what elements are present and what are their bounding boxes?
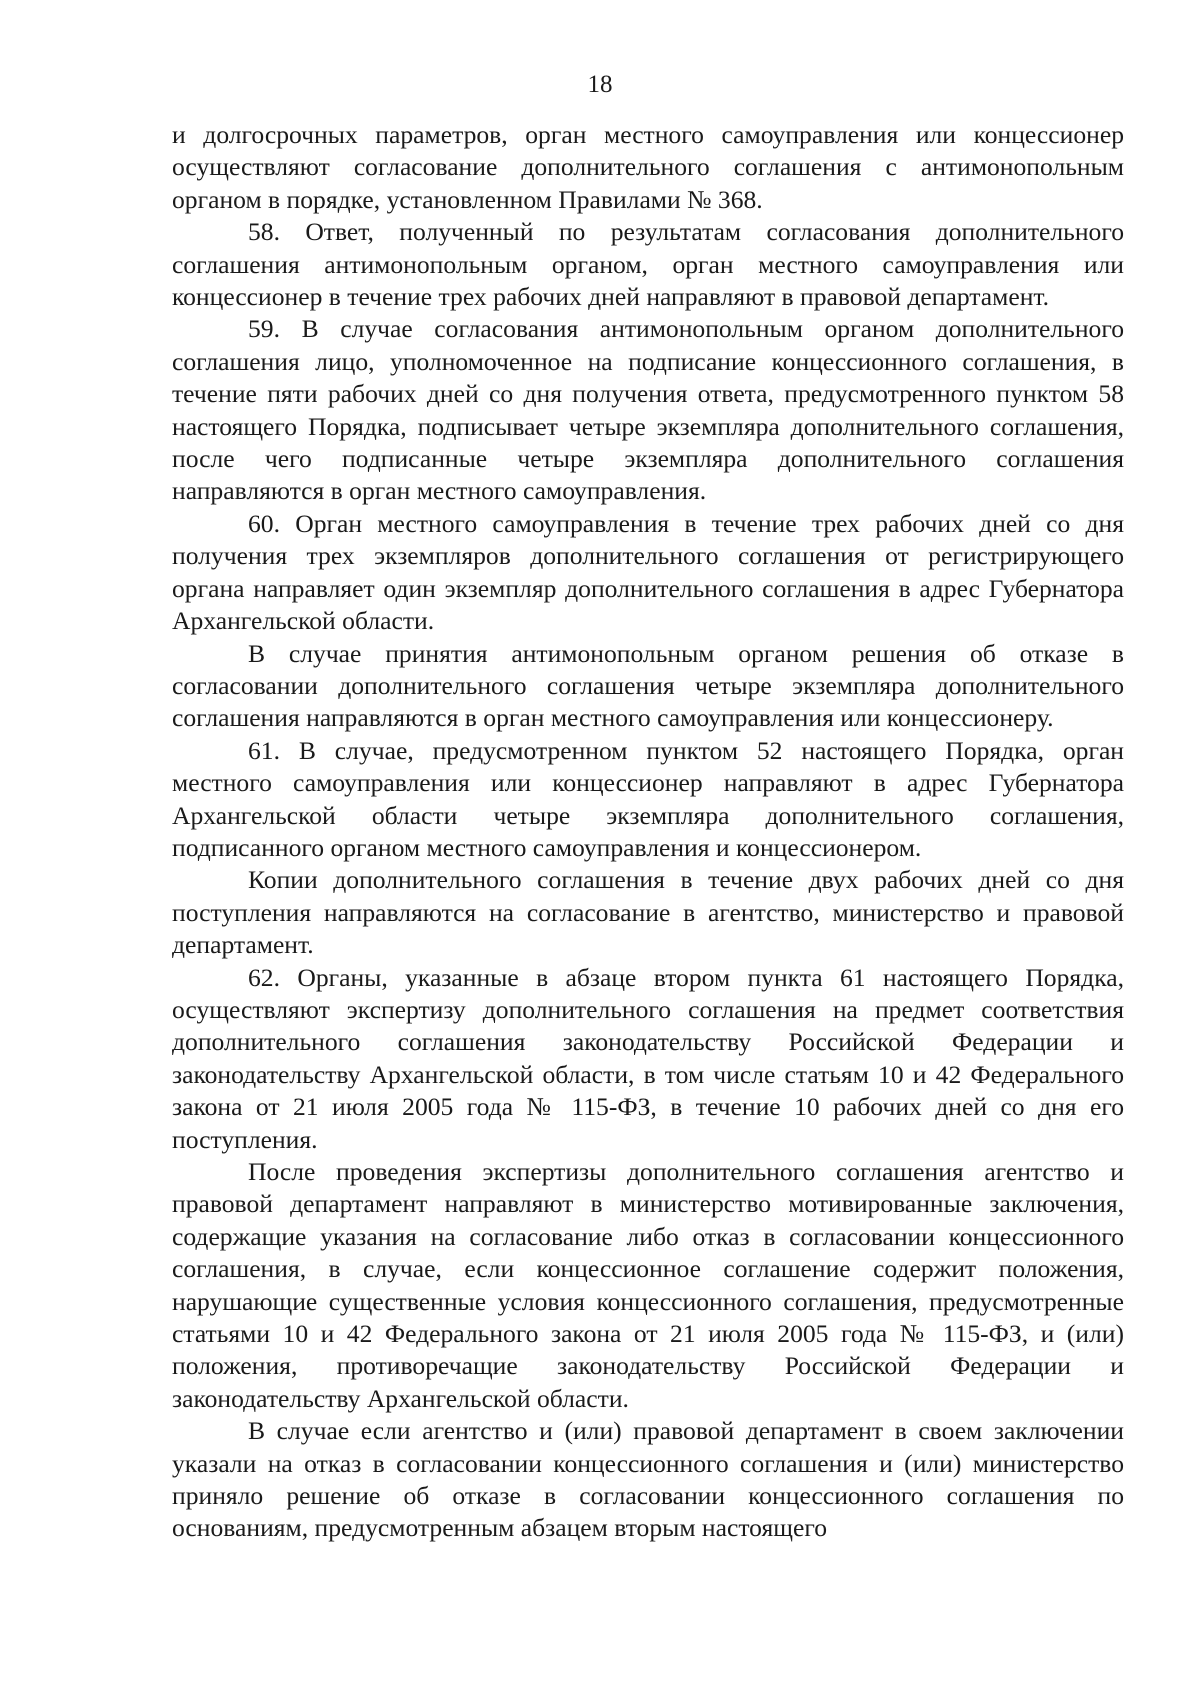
paragraph-item-58: 58. Ответ, полученный по результатам согласования дополнительного соглашения антимонопольным органом, орган местного самоуправления или концессионер в течение трех рабочих дней направляют в правовой департамент.: [172, 217, 1124, 312]
paragraph-continuation: и долгосрочных параметров, орган местного самоуправления или концессионер осуществляют согласование дополнительного соглашения с антимонопольным органом в порядке, установленном Правилами № 368.: [172, 120, 1124, 214]
paragraph-item-59: 59. В случае согласования антимонопольным органом дополнительного соглашения лицо, уполномоченное на подписание концессионного соглашения, в течение пяти рабочих дней со дня получения ответа, предусмотренного пунктом 58 настоящего Порядка, подписывает четыре экземпляра дополнительного соглашения, после чего подписанные четыре экземпляра дополнительного соглашения направляются в орган местного самоуправления.: [172, 314, 1124, 506]
paragraph-item-61-part-2: Копии дополнительного соглашения в течение двух рабочих дней со дня поступления направляются на согласование в агентство, министерство и правовой департамент.: [172, 865, 1124, 960]
document-body: [172, 119, 1124, 1545]
page-number: 18: [587, 71, 613, 98]
paragraph-item-60-part-2: В случае принятия антимонопольным органом решения об отказе в согласовании дополнительного соглашения четыре экземпляра дополнительного соглашения направляются в орган местного самоуправления или концессионеру.: [172, 638, 1124, 733]
paragraph-item-60: 60. Орган местного самоуправления в течение трех рабочих дней со дня получения трех экземпляров дополнительного соглашения от регистрирующего органа направляет один экземпляр дополнительного соглашения в адрес Губернатора Архангельской области.: [172, 508, 1124, 636]
paragraph-item-62: 62. Органы, указанные в абзаце втором пункта 61 настоящего Порядка, осуществляют экспертизу дополнительного соглашения на предмет соответствия дополнительного соглашения законодательству Российской Федерации и законодательству Архангельской области, в том числе статьям 10 и 42 Федерального закона от 21 июля 2005 года № 115-ФЗ, в течение 10 рабочих дней со дня его поступления.: [172, 962, 1124, 1154]
paragraph-item-61: 61. В случае, предусмотренном пунктом 52 настоящего Порядка, орган местного самоуправления или концессионер направляют в адрес Губернатора Архангельской области четыре экземпляра дополнительного соглашения, подписанного органом местного самоуправления и концессионером.: [172, 735, 1124, 862]
paragraph-item-62-part-2: После проведения экспертизы дополнительного соглашения агентство и правовой департамент направляют в министерство мотивированные заключения, содержащие указания на согласование либо отказ в согласовании концессионного соглашения, в случае, если концессионное соглашение содержит положения, нарушающие существенные условия концессионного соглашения, предусмотренные статьями 10 и 42 Федерального закона от 21 июля 2005 года № 115-ФЗ, и (или) положения, противоречащие законодательству Российской Федерации и законодательству Архангельской области.: [172, 1157, 1124, 1413]
paragraph-item-62-part-3: В случае если агентство и (или) правовой департамент в своем заключении указали на отказ в согласовании концессионного соглашения и (или) министерство приняло решение об отказе в согласовании концессионного соглашения по основаниям, предусмотренным абзацем вторым настоящего: [172, 1416, 1124, 1543]
